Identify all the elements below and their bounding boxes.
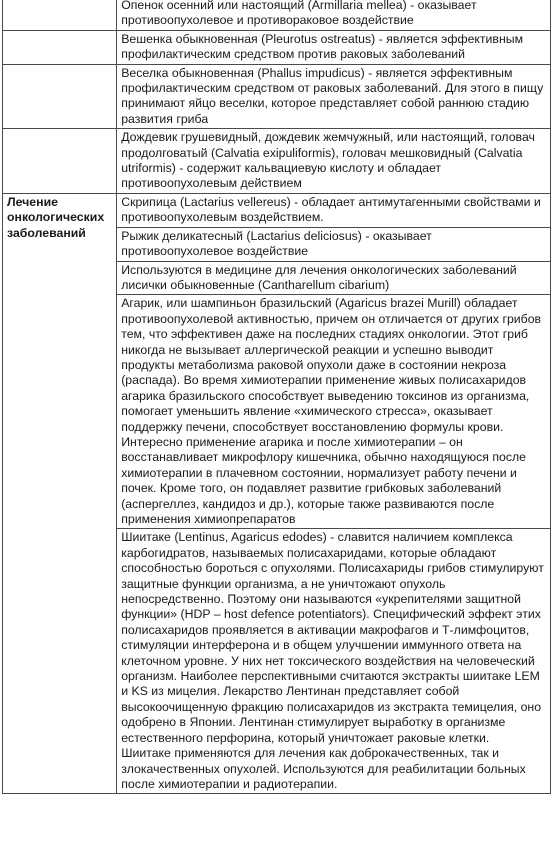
table-cell-text: Опенок осенний или настоящий (Armillaria mellea) - оказывает противоопухолевое и противораковое воздействие bbox=[117, 0, 551, 30]
table-cell-text: Дождевик грушевидный, дождевик жемчужный, или настоящий, головач продолговатый (Calvatia exipuliformis), головач мешковидный (Calvatia utriformis) - содержит кальвациевую кислоту и обладает противоопухолевым действием bbox=[117, 129, 551, 194]
category-cell-empty bbox=[3, 129, 117, 194]
table-row bbox=[3, 64, 551, 129]
category-cell-empty bbox=[3, 30, 117, 64]
paragraph: Шиитаке (Lentinus, Agaricus edodes) - славится наличием комплекса карбогидратов, называемых полисахаридами, которые обладают способностью бороться с опухолями. Полисахариды грибов стимулируют защитные функции организма, а не уничтожают опухоль непосредственно. Поэтому они называются «укрепителями защитной функции» (HDP – host defence potentiators). Специфический эффект этих полисахаридов проявляется в активации макрофагов и Т-лимфоцитов, стимуляции интерферона и в общем улучшении иммунного ответа на клеточном уровне. У них нет токсического воздействия на человеческий организм. Наиболее перспективными считаются экстракты шиитаке LEM и KS из мицелия. Лекарство Лентинан представляет собой высокоочищенную фракцию полисахаридов из экстракта темицелия, оно одобрено в Японии. Лентинан стимулирует выработку в организме естественного перфорина, который уничтожает раковые клетки. bbox=[121, 530, 544, 745]
table-cell-text: Вешенка обыкновенная (Pleurotus ostreatus) - является эффективным профилактическим средством против раковых заболеваний bbox=[117, 30, 551, 64]
shiitake-cell bbox=[117, 529, 551, 794]
category-cell-empty bbox=[3, 64, 117, 129]
category-cell: Лечение онкологических заболеваний bbox=[3, 193, 117, 793]
category-cell-empty bbox=[3, 0, 117, 30]
paragraph: Шиитаке применяются для лечения как доброкачественных, так и злокачественных опухолей. Используются для реабилитации больных после химиотерапии и радиотерапии. bbox=[121, 746, 526, 791]
table-row bbox=[3, 193, 551, 227]
table-row bbox=[3, 129, 551, 194]
table-row bbox=[3, 0, 551, 30]
table-cell-text: Используются в медицине для лечения онкологических заболеваний лисички обыкновенные (Cantharellum cibarium) bbox=[117, 261, 551, 295]
table-row bbox=[3, 30, 551, 64]
table-cell-text: Веселка обыкновенная (Phallus impudicus) - является эффективным профилактическим средством от раковых заболеваний. Для этого в пищу принимают яйцо веселки, которое представляет собой раннюю стадию развития гриба bbox=[117, 64, 551, 129]
mushroom-table bbox=[2, 0, 551, 794]
table-cell-text: Рыжик деликатесный (Lactarius deliciosus) - оказывает противоопухолевое воздействие bbox=[117, 227, 551, 261]
table-cell-text: Скрипица (Lactarius vellereus) - обладает антимутагенными свойствами и противоопухолевым воздействием. bbox=[117, 193, 551, 227]
table-cell-text: Агарик, или шампиньон бразильский (Agaricus brazei Murill) обладает противоопухолевой активностью, причем он отличается от других грибов тем, что эффективен даже на последних стадиях онкологии. Этот гриб никогда не вызывает аллергической реакции и успешно выводит продукты метаболизма раковой опухоли даже в состоянии некроза (распада). Во время химиотерапии применение живых полисахаридов агарика бразильского способствует выведению токсинов из организма, помогает уменьшить явление «химического стресса», оказывает поддержку печени, способствует восстановлению формулы крови. Интересно применение агарика и после химиотерапии – он восстанавливает микрофлору кишечника, обычно находящуюся после химиотерапии в плачевном состоянии, нормализует работу печени и почек. Кроме того, он подавляет развитие грибковых заболеваний (аспергеллез, кандидоз и др.), которые также развиваются после применения химиопрепаратов bbox=[117, 295, 551, 529]
